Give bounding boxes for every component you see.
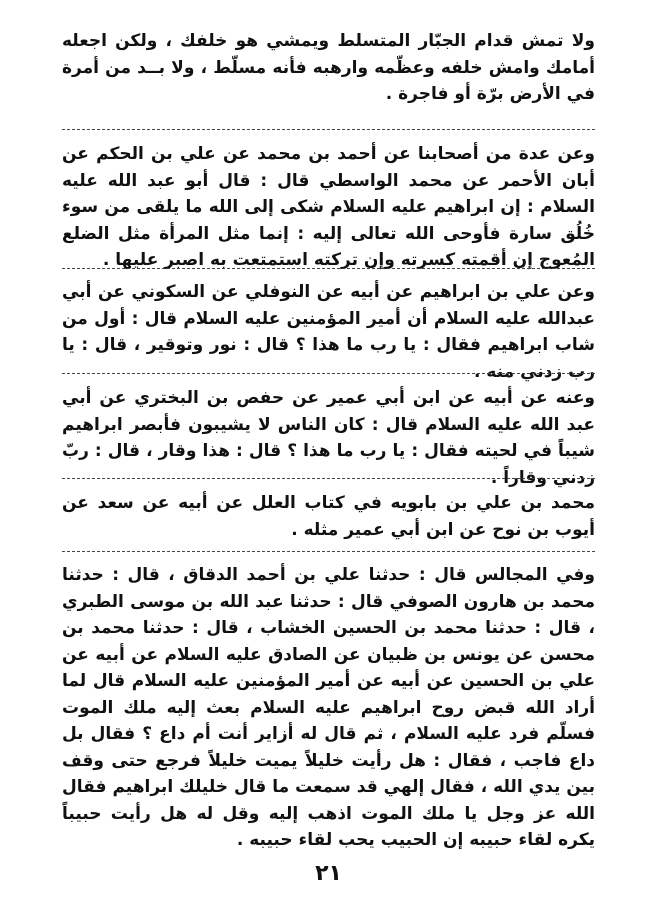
paragraph-5: محمد بن علي بن بابويه في كتاب العلل عن أبيه عن سعد عن أيوب بن نوح عن ابن أبي عمير مثله .	[62, 493, 595, 540]
paragraph-2: وعن عدة من أصحابنا عن أحمد بن محمد عن علي بن الحكم عن أبان الأحمر عن محمد الواسطي قال : قال أبو عبد الله عليه السلام : إن ابراهيم عليه السلام شكى إلى الله ما يلقى من سوء خُلُق سارة فأوحى الله تعالى إليه : إنما مثل المرأة مثل الضلع المُعوج إن أقمته كسرته وإن تركته استمتعت به اصبر عليها .	[62, 144, 595, 270]
paragraph-divider	[62, 268, 595, 269]
paragraph-divider	[62, 373, 595, 374]
paragraph-divider	[62, 129, 595, 130]
paragraph-6: وفي المجالس قال : حدثنا علي بن أحمد الدقاق ، قال : حدثنا محمد بن هارون الصوفي قال : حدثنا عبد الله بن موسى الطبري ، قال : حدثنا محمد بن الحسين الخشاب ، قال : حدثنا محمد بن محسن عن يونس بن ظبيان عن الصادق عليه السلام عن أبيه عن علي بن الحسين عن أبيه عن أمير المؤمنين عليه السلام قال لما أراد الله قبض روح ابراهيم عليه السلام بعث إليه ملك الموت فسلّم فرد عليه السلام ، ثم قال له أزاير أنت أم داع ؟ فقال بل داع فاجب ، فقال : هل رأيت خليلاً يميت خليلاً فرجع حتى وقف بين يدي الله ، فقال إلهي قد سمعت ما قال خليلك ابراهيم فقال الله عز وجل يا ملك الموت اذهب إليه وقل له هل رأيت حبيباً يكره لقاء حبيبه إن الحبيب يحب لقاء حبيبه .	[62, 565, 595, 850]
paragraph-4: وعنه عن أبيه عن ابن أبي عمير عن حفص بن البختري عن أبي عبد الله عليه السلام قال : كان الناس لا يشيبون فأبصر ابراهيم شيباً في لحيته فقال : يا رب ما هذا ؟ قال : هذا وقار ، قال : ربّ زدني وقاراً .	[62, 388, 595, 488]
page-number: ٢١	[315, 861, 342, 886]
paragraph-3: وعن علي بن ابراهيم عن أبيه عن النوفلي عن السكوني عن أبي عبدالله عليه السلام أن أمير المؤمنين عليه السلام قال : أول من شاب ابراهيم فقال : يا رب ما هذا ؟ قال : نور وتوقير ، قال : يا رب زدني منه .	[62, 282, 595, 382]
paragraph-divider	[62, 478, 595, 479]
paragraph-1: ولا تمش قدام الجبّار المتسلط ويمشي هو خلفك ، ولكن اجعله أمامك وامش خلفه وعظّمه وارهبه فأنه مسلّط ، ولا بــد من أمرة في الأرض برّة أو فاجرة .	[62, 31, 595, 104]
paragraph-divider	[62, 551, 595, 552]
